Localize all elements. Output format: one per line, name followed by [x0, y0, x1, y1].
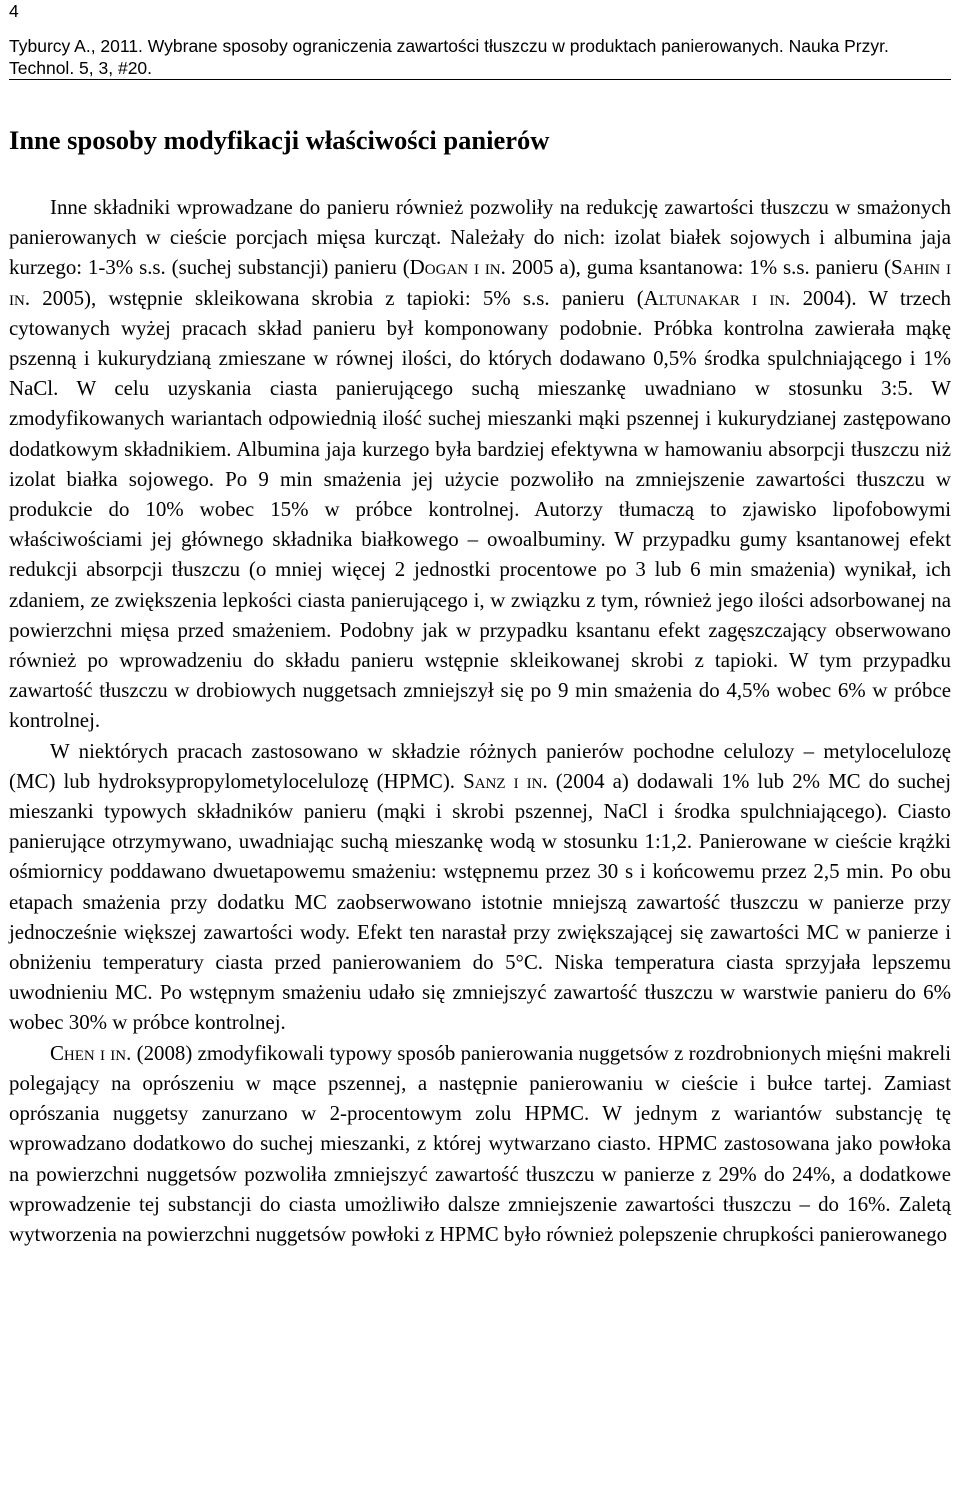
- body-text: [9, 192, 951, 1249]
- author-citation: Sahin i in: [9, 255, 952, 310]
- author-citation: Dogan i in: [409, 255, 501, 280]
- author-citation: Altunakar i in: [643, 285, 786, 310]
- page-number: 4: [9, 1, 19, 21]
- citation-line-2: Technol. 5, 3, #20.: [9, 58, 153, 78]
- paragraph-3: [9, 1038, 951, 1249]
- text-run: Inne składniki wprowadzane do panieru również pozwoliły na redukcję zawartości tłuszczu w smażonych panierowanych w cieście porcjach mięsa kurcząt. Należały do nich: izolat białek sojowych i albumina jaja kurzego: 1-3% s.s. (suchej substancji) panieru (: [9, 195, 951, 280]
- text-run: W niektórych pracach zastosowano w składzie różnych panierów pochodne celulozy – metylocelulozę (MC) lub hydroksypropylometylocelulozę (HPMC).: [9, 738, 951, 793]
- text-run: . (2008) zmodyfikowali typowy sposób panierowania nuggetsów z rozdrobnionych mięśni makreli polegający na oprószeniu w mące pszennej, a następnie panierowaniu w cieście i bułce tartej. Zamiast oprószania nuggetsy zanurzano w 2-procentowym zolu HPMC. W jednym z wariantów substancję tę wprowadzano dodatkowo do suchej mieszanki, z której wytwarzano ciasto. HPMC zastosowana jako powłoka na powierzchni nuggetsów pozwoliła zmniejszyć zawartość tłuszczu w panierze z 29% do 24%, a dodatkowe wprowadzenie tej substancji do ciasta umożliwiło dalsze zmniejszenie zawartości tłuszczu – do 16%. Zaletą wytworzenia na powierzchni nuggetsów powłoki z HPMC było również polepszenie chrupkości panierowanego: [9, 1040, 951, 1246]
- text-run: . (2004 a) dodawali 1% lub 2% MC do suchej mieszanki typowych składników panieru (mąki i skrobi pszennej, NaCl i środka spulchniającego). Ciasto panierujące otrzymywano, uwadniając suchą mieszankę wodą w stosunku 1:1,2. Panierowane w cieście krążki ośmiornicy poddawano dwuetapowemu smażeniu: wstępnemu przez 30 s i końcowemu przez 2,5 min. Po obu etapach smażenia przy dodatku MC zaobserwowano istotnie mniejszą zawartość tłuszczu w panierze przy jednocześnie większej zawartości wody. Efekt ten narastał przy zwiększającej się zawartości MC w panierze i obniżeniu temperatury ciasta przed panierowaniem do 5°C. Niska temperatura ciasta sprzyjała lepszemu uwodnieniu MC. Po wstępnym smażeniu udało się zmniejszyć zawartość tłuszczu w warstwie panieru do 6% wobec 30% w próbce kontrolnej.: [9, 768, 952, 1035]
- citation-header: [9, 35, 951, 79]
- paragraph-2: [9, 736, 951, 1038]
- author-citation: Sanz i in: [463, 768, 543, 793]
- text-run: . 2005 a), guma ksantanowa: 1% s.s. panieru (: [500, 255, 892, 280]
- section-title: Inne sposoby modyfikacji właściwości panierów: [9, 125, 550, 155]
- paragraph-1: [9, 192, 951, 736]
- author-citation: Chen i in: [50, 1040, 127, 1065]
- citation-line-1: Tyburcy A., 2011. Wybrane sposoby ograniczenia zawartości tłuszczu w produktach panierowanych. Nauka Przyr.: [9, 36, 889, 56]
- header-rule: [9, 79, 951, 80]
- text-run: . 2005), wstępnie skleikowana skrobia z tapioki: 5% s.s. panieru (: [24, 285, 644, 310]
- text-run: . 2004). W trzech cytowanych wyżej pracach skład panieru był komponowany podobnie. Próbka kontrolna zawierała mąkę pszenną i kukurydzianą zmieszane w równej ilości, do których dodawano 0,5% środka spulchniającego i 1% NaCl. W celu uzyskania ciasta panierującego suchą mieszankę uwadniano w stosunku 3:5. W zmodyfikowanych wariantach odpowiednią ilość suchej mieszanki mąki pszennej i kukurydzianej zastępowano dodatkowym składnikiem. Albumina jaja kurzego była bardziej efektywna w hamowaniu absorpcji tłuszczu niż izolat białka sojowego. Po 9 min smażenia jej użycie pozwoliło na zmniejszenie zawartości tłuszczu w produkcie do 10% wobec 15% w próbce kontrolnej. Autorzy tłumaczą to zjawisko lipofobowymi właściwościami jej głównego składnika białkowego – owoalbuminy. W przypadku gumy ksantanowej efekt redukcji absorpcji tłuszczu (o mniej więcej 2 jednostki procentowe po 3 lub 6 min smażenia) wynikał, ich zdaniem, ze zwiększenia lepkości ciasta panierującego i, w związku z tym, również jego ilości adsorbowanej na powierzchni mięsa przed smażeniem. Podobny jak w przypadku ksantanu efekt zagęszczający obserwowano również po wprowadzeniu do składu panieru wstępnie skleikowanej skrobi z tapioki. W tym przypadku zawartość tłuszczu w drobiowych nuggetsach zmniejszył się po 9 min smażenia do 4,5% wobec 6% w próbce kontrolnej.: [9, 285, 951, 733]
